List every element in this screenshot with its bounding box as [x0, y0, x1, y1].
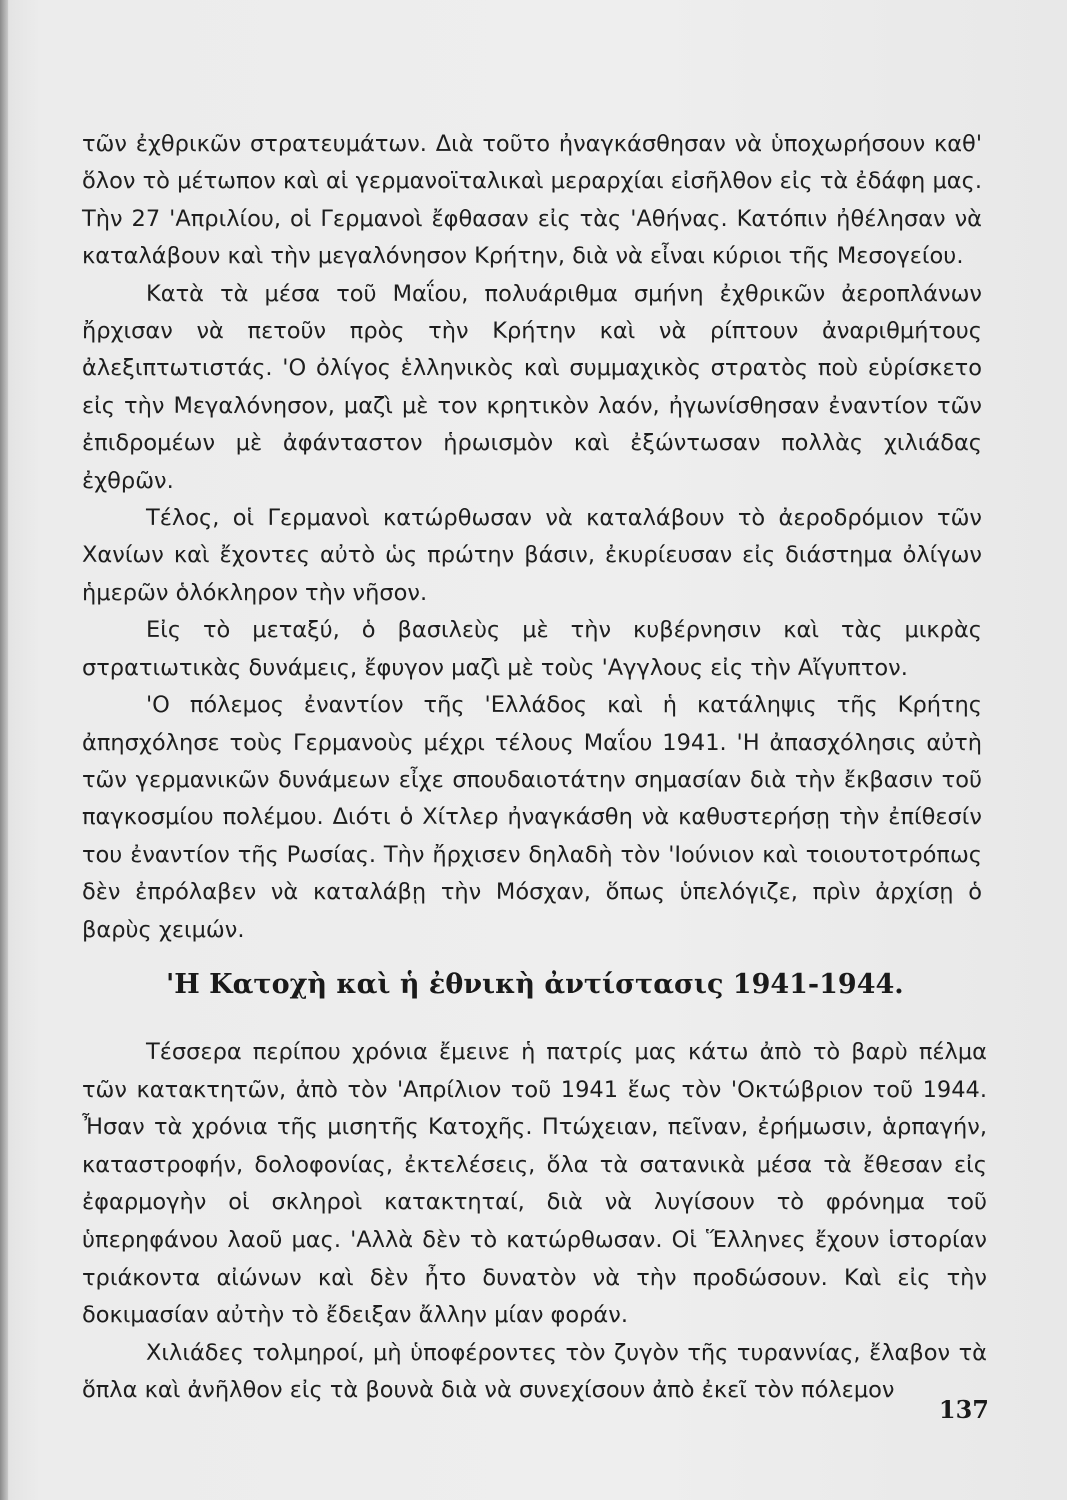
paragraph: Εἰς τὸ μεταξύ, ὁ βασιλεὺς μὲ τὴν κυβέρνησιν καὶ τὰς μικρὰς στρατιωτικὰς δυνάμεις, ἔφυγον μαζὶ μὲ τοὺς 'Αγγλους εἰς τὴν Αἴγυπτον. — [82, 617, 982, 681]
paragraph: 'Ο πόλεμος ἐναντίον τῆς 'Ελλάδος καὶ ἡ κατάληψις τῆς Κρήτης ἀπησχόλησε τοὺς Γερμανοὺς μέχρι τέλους Μαΐου 1941. 'Η ἀπασχόλησις αὐτὴ τῶν γερμανικῶν δυνάμεων εἶχε σπουδαιοτάτην σημασίαν διὰ τὴν ἔκβασιν τοῦ παγκοσμίου πολέμου. Διότι ὁ Χίτλερ ἠναγκάσθη νὰ καθυστερήσῃ τὴν ἐπίθεσίν του ἐναντίον τῆς Ρωσίας. Τὴν ἤρχισεν δηλαδὴ τὸν 'Ιούνιον καὶ τοιουτοτρόπως δὲν ἐπρόλαβεν νὰ καταλάβῃ τὴν Μόσχαν, ὅπως ὑπελόγιζε, πρὶν ἀρχίσῃ ὁ βαρὺς χειμών. — [82, 692, 982, 943]
page-spine-shadow — [0, 0, 8, 1500]
body-text-top — [82, 126, 982, 949]
paragraph: Χιλιάδες τολμηροί, μὴ ὑποφέροντες τὸν ζυγὸν τῆς τυραννίας, ἔλαβον τὰ ὅπλα καὶ ἀνῆλθον εἰς τὰ βουνὰ διὰ νὰ συνεχίσουν ἀπὸ ἐκεῖ τὸν πόλεμον — [82, 1339, 987, 1404]
paragraph: Τέσσερα περίπου χρόνια ἔμεινε ἡ πατρίς μας κάτω ἀπὸ τὸ βαρὺ πέλμα τῶν κατακτητῶν, ἀπὸ τὸν 'Απρίλιον τοῦ 1941 ἕως τὸν 'Οκτώβριον τοῦ 1944. Ἦσαν τὰ χρόνια τῆς μισητῆς Κατοχῆς. Πτώχειαν, πεῖναν, ἐρήμωσιν, ἁρπαγήν, καταστροφήν, δολοφονίας, ἐκτελέσεις, ὅλα τὰ σατανικὰ μέσα τὰ ἔθεσαν εἰς ἐφαρμογὴν οἱ σκληροὶ κατακτηταί, διὰ νὰ λυγίσουν τὸ φρόνημα τοῦ ὑπερηφάνου λαοῦ μας. 'Αλλὰ δὲν τὸ κατώρθωσαν. Οἱ Ἕλληνες ἔχουν ἱστορίαν τριάκοντα αἰώνων καὶ δὲν ἦτο δυνατὸν νὰ τὴν προδώσουν. Καὶ εἰς τὴν δοκιμασίαν αὐτὴν τὸ ἔδειξαν ἄλλην μίαν φοράν. — [82, 1039, 987, 1329]
body-text-bottom — [82, 1034, 987, 1410]
section-heading: 'Η Κατοχὴ καὶ ἡ ἐθνικὴ ἀντίστασις 1941-1944. — [166, 969, 904, 1000]
page-number: 137 — [938, 1395, 989, 1424]
paragraph: Τέλος, οἱ Γερμανοὶ κατώρθωσαν νὰ καταλάβουν τὸ ἀεροδρόμιον τῶν Χανίων καὶ ἔχοντες αὐτὸ ὡς πρώτην βάσιν, ἐκυρίευσαν εἰς διάστημα ὀλίγων ἡμερῶν ὁλόκληρον τὴν νῆσον. — [82, 505, 982, 606]
paragraph: Κατὰ τὰ μέσα τοῦ Μαΐου, πολυάριθμα σμήνη ἐχθρικῶν ἀεροπλάνων ἤρχισαν νὰ πετοῦν πρὸς τὴν Κρήτην καὶ νὰ ρίπτουν ἀναριθμήτους ἀλεξιπτωτιστάς. 'Ο ὀλίγος ἑλληνικὸς καὶ συμμαχικὸς στρατὸς ποὺ εὑρίσκετο εἰς τὴν Μεγαλόνησον, μαζὶ μὲ τον κρητικὸν λαόν, ἠγωνίσθησαν ἐναντίον τῶν ἐπιδρομέων μὲ ἀφάνταστον ἡρωισμὸν καὶ ἐξώντωσαν πολλὰς χιλιάδας ἐχθρῶν. — [82, 280, 982, 494]
paragraph: τῶν ἐχθρικῶν στρατευμάτων. Διὰ τοῦτο ἠναγκάσθησαν νὰ ὑποχωρήσουν καθ' ὅλον τὸ μέτωπον καὶ αἱ γερμανοϊταλικαὶ μεραρχίαι εἰσῆλθον εἰς τὰ ἐδάφη μας. Τὴν 27 'Απριλίου, οἱ Γερμανοὶ ἔφθασαν εἰς τὰς 'Αθήνας. Κατόπιν ἠθέλησαν νὰ καταλάβουν καὶ τὴν μεγαλόνησον Κρήτην, διὰ νὰ εἶναι κύριοι τῆς Μεσογείου. — [82, 131, 982, 270]
